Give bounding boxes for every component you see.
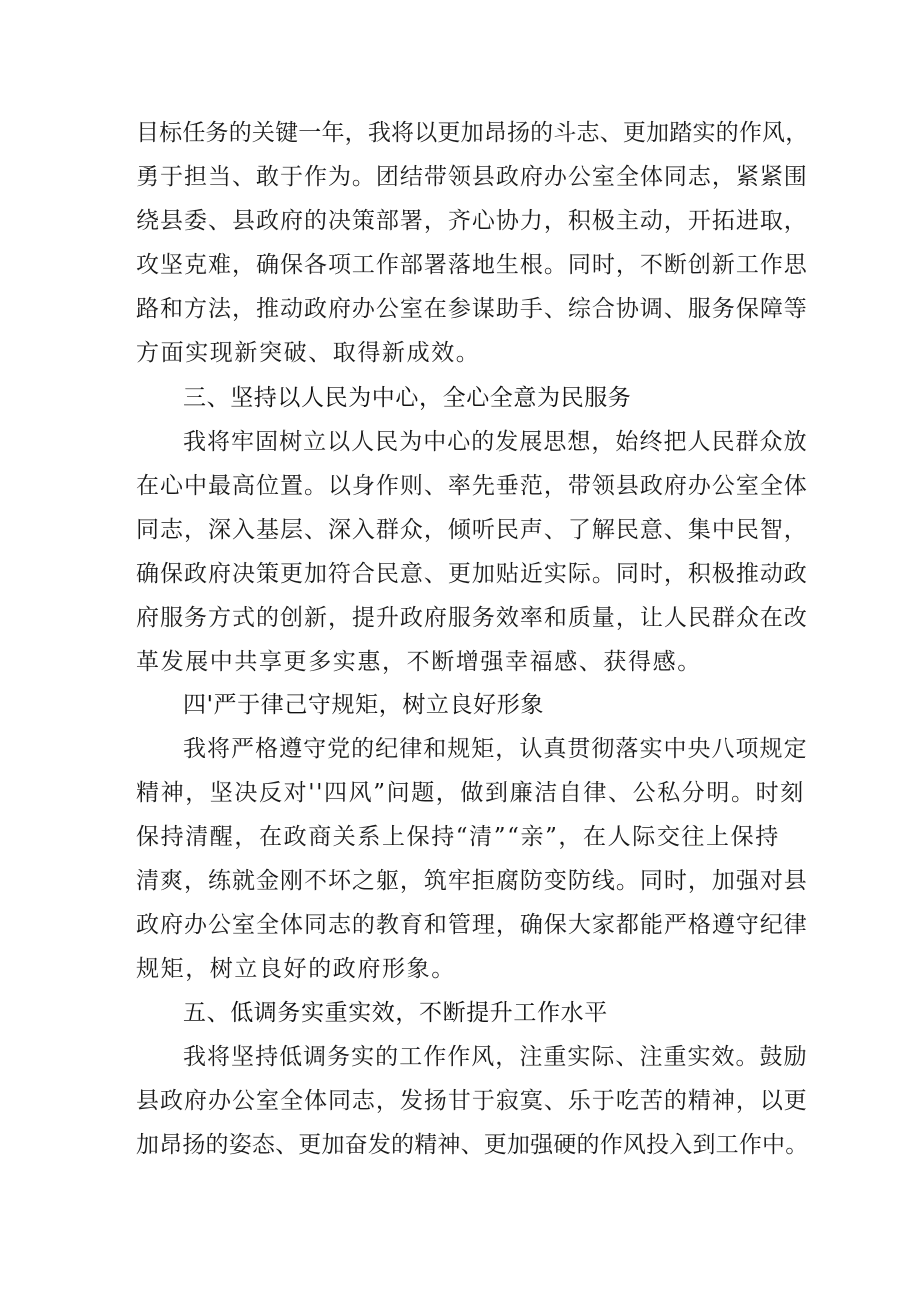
text-line: 清爽，练就金刚不坏之躯，筑牢拒腐防变防线。同时，加强对县 bbox=[136, 868, 808, 894]
text-line: 我将坚持低调务实的工作作风，注重实际、注重实效。鼓励 bbox=[183, 1044, 808, 1070]
text-line: 加昂扬的姿态、更加奋发的精神、更加强硬的作风投入到工作中。 bbox=[136, 1132, 809, 1158]
text-line: 绕县委、县政府的决策部署，齐心协力，积极主动，开拓进取， bbox=[136, 208, 808, 234]
text-line: 精神，坚决反对''四风”问题，做到廉洁自律、公私分明。时刻 bbox=[136, 780, 805, 806]
text-line: 路和方法，推动政府办公室在参谋助手、综合协调、服务保障等 bbox=[136, 296, 808, 322]
text-line: 勇于担当、敢于作为。团结带领县政府办公室全体同志，紧紧围 bbox=[136, 164, 808, 190]
text-line: 确保政府决策更加符合民意、更加贴近实际。同时，积极推动政 bbox=[136, 561, 808, 587]
text-line: 政府办公室全体同志的教育和管理，确保大家都能严格遵守纪律 bbox=[136, 912, 808, 938]
text-line: 县政府办公室全体同志，发扬甘于寂寞、乐于吃苦的精神，以更 bbox=[136, 1088, 808, 1114]
section-heading: 四'严于律己守规矩，树立良好形象 bbox=[183, 692, 544, 718]
section-heading: 五、低调务实重实效，不断提升工作水平 bbox=[183, 1000, 608, 1026]
text-line: 我将严格遵守党的纪律和规矩，认真贯彻落实中央八项规定 bbox=[183, 736, 808, 762]
text-line: 目标任务的关键一年，我将以更加昂扬的斗志、更加踏实的作风， bbox=[136, 120, 809, 146]
text-line: 府服务方式的创新，提升政府服务效率和质量，让人民群众在改 bbox=[136, 605, 808, 631]
text-line: 革发展中共享更多实惠，不断增强幸福感、获得感。 bbox=[136, 649, 702, 675]
text-line: 方面实现新突破、取得新成效。 bbox=[136, 340, 481, 366]
section-heading: 三、坚持以人民为中心，全心全意为民服务 bbox=[183, 385, 632, 411]
text-line: 规矩，树立良好的政府形象。 bbox=[136, 956, 456, 982]
text-line: 同志，深入基层、深入群众，倾听民声、了解民意、集中民智， bbox=[136, 517, 808, 543]
text-line: 攻坚克难，确保各项工作部署落地生根。同时，不断创新工作思 bbox=[136, 252, 808, 278]
text-line: 在心中最高位置。以身作则、率先垂范，带领县政府办公室全体 bbox=[136, 473, 808, 499]
text-line: 我将牢固树立以人民为中心的发展思想，始终把人民群众放 bbox=[183, 429, 808, 455]
text-line: 保持清醒，在政商关系上保持“清”“亲”，在人际交往上保持 bbox=[136, 824, 780, 850]
